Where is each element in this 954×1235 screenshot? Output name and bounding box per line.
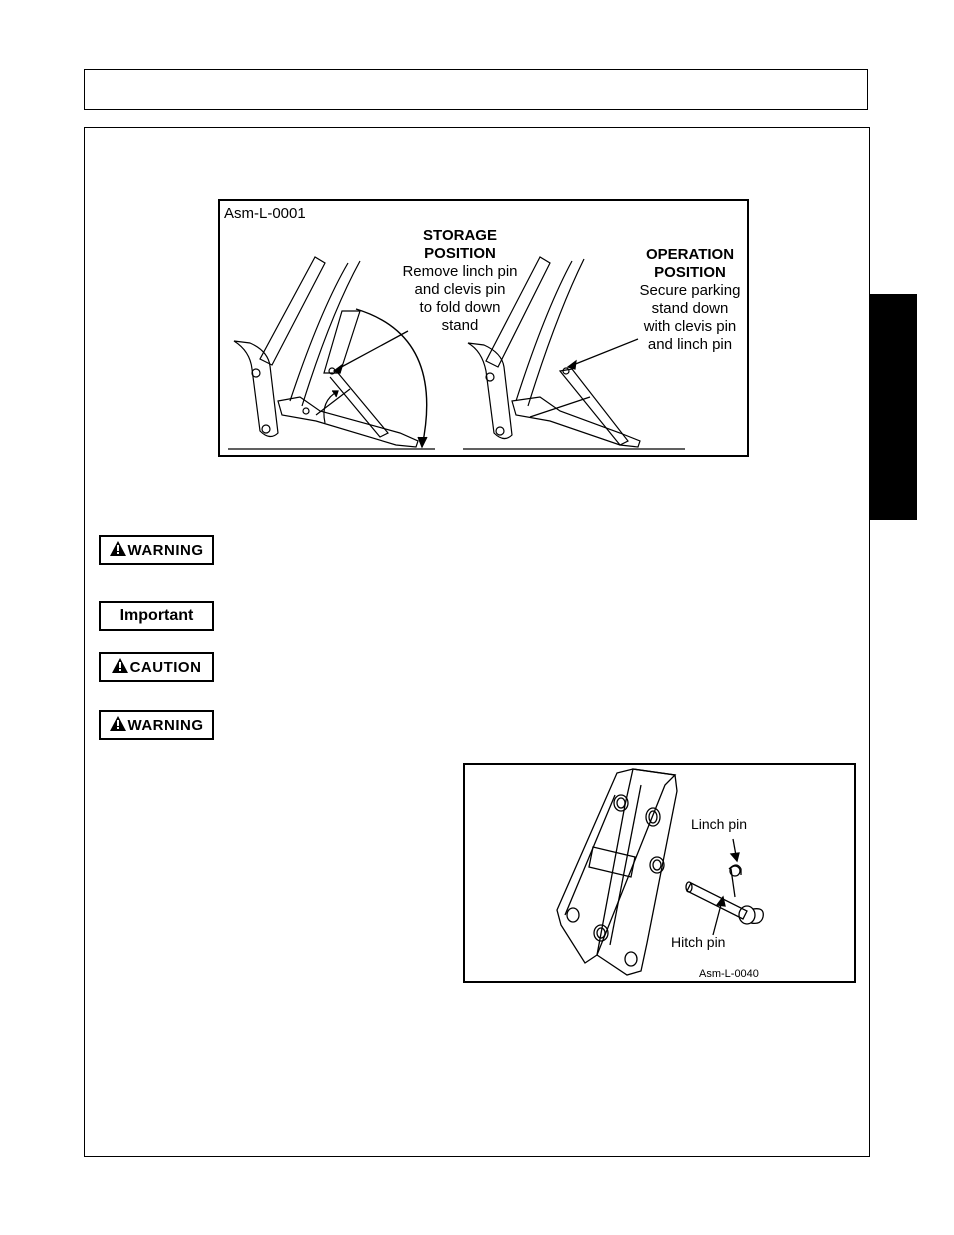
warning-label: WARNING (127, 716, 204, 734)
operation-text-line3: with clevis pin (643, 318, 737, 335)
figure-id: Asm-L-0040 (699, 968, 759, 980)
caution-sign (99, 652, 214, 682)
operation-text-line4: and linch pin (647, 336, 733, 353)
hitch-pin-label: Hitch pin (671, 934, 726, 950)
storage-text-line1: Remove linch pin (402, 263, 518, 280)
figure-id: Asm-L-0001 (224, 205, 306, 222)
operation-title-line2: POSITION (654, 264, 726, 281)
linch-pin-label: Linch pin (691, 816, 748, 832)
warning-label: WARNING (127, 541, 204, 559)
operation-text-line2: stand down (651, 300, 729, 317)
storage-title-line2: POSITION (424, 245, 496, 262)
operation-title-line1: OPERATION (645, 246, 735, 263)
warning-sign (99, 535, 214, 565)
header-frame (84, 69, 868, 110)
hitch-bracket-drawing (465, 765, 854, 981)
storage-text-line4: stand (441, 317, 479, 334)
storage-title-line1: STORAGE (423, 227, 497, 244)
parking-stand-figure (218, 199, 749, 457)
important-label: Important (119, 607, 194, 624)
warning-triangle-icon (110, 716, 126, 735)
storage-text-line3: to fold down (419, 299, 501, 316)
storage-text-line2: and clevis pin (414, 281, 506, 298)
warning-triangle-icon (110, 541, 126, 560)
caution-triangle-icon (112, 658, 128, 677)
important-sign (99, 601, 214, 631)
hitch-pin-figure (463, 763, 856, 983)
warning-sign-2 (99, 710, 214, 740)
caution-label: CAUTION (129, 658, 202, 676)
section-tab (869, 294, 917, 520)
operation-text-line1: Secure parking (639, 282, 741, 299)
